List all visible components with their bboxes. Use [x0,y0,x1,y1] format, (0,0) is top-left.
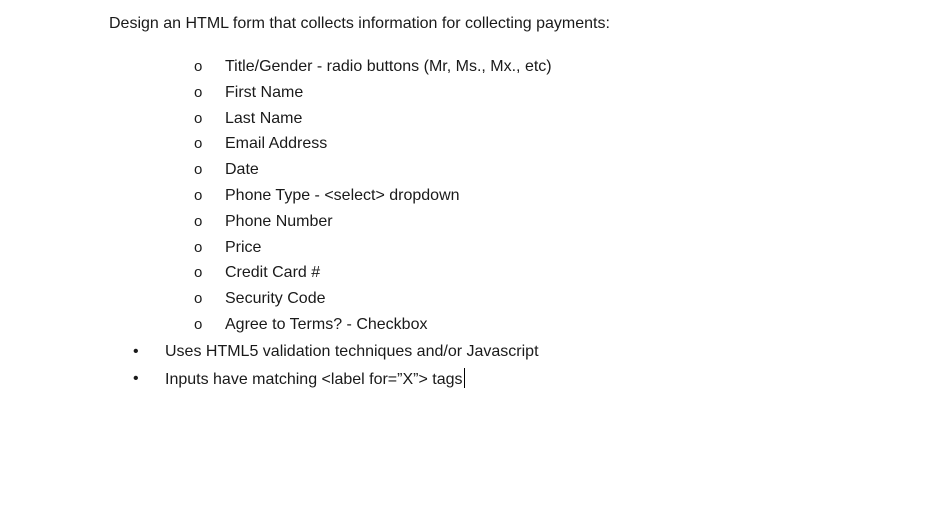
hollow-bullet-icon: o [194,290,203,308]
hollow-bullet-icon: o [194,161,203,179]
list-item-text: Title/Gender - radio buttons (Mr, Ms., Mx., etc) [225,58,552,75]
hollow-bullet-icon: o [194,109,203,127]
hollow-bullet-icon: o [194,238,203,256]
hollow-bullet-icon: o [194,186,203,204]
intro-text: Design an HTML form that collects information for collecting payments: [109,15,610,32]
list-item-text: Email Address [225,135,328,153]
list-item-text: Agree to Terms? - Checkbox [225,315,428,333]
hollow-bullet-icon: o [194,212,203,230]
hollow-bullet-icon: o [194,315,203,333]
solid-bullet-icon: • [133,369,139,387]
list-item-text: Uses HTML5 validation techniques and/or Javascript [165,343,539,360]
list-item-text: Price [225,238,262,256]
list-item-text: Date [225,161,259,179]
list-item-text-content: Inputs have matching <label for=”X”> tags [165,370,463,388]
hollow-bullet-icon: o [194,83,203,101]
solid-bullet-icon: • [133,343,139,360]
list-item-text: Credit Card # [225,264,321,282]
list-item-text: First Name [225,83,304,101]
hollow-bullet-icon: o [194,264,203,282]
hollow-bullet-icon: o [194,58,203,75]
text-cursor [464,368,465,388]
list-item-text: Security Code [225,290,326,308]
list-item-text: Phone Number [225,212,333,230]
list-item-text: Phone Type - <select> dropdown [225,186,460,204]
hollow-bullet-icon: o [194,135,203,153]
list-item-text [165,368,465,391]
list-item-text: Last Name [225,109,303,127]
